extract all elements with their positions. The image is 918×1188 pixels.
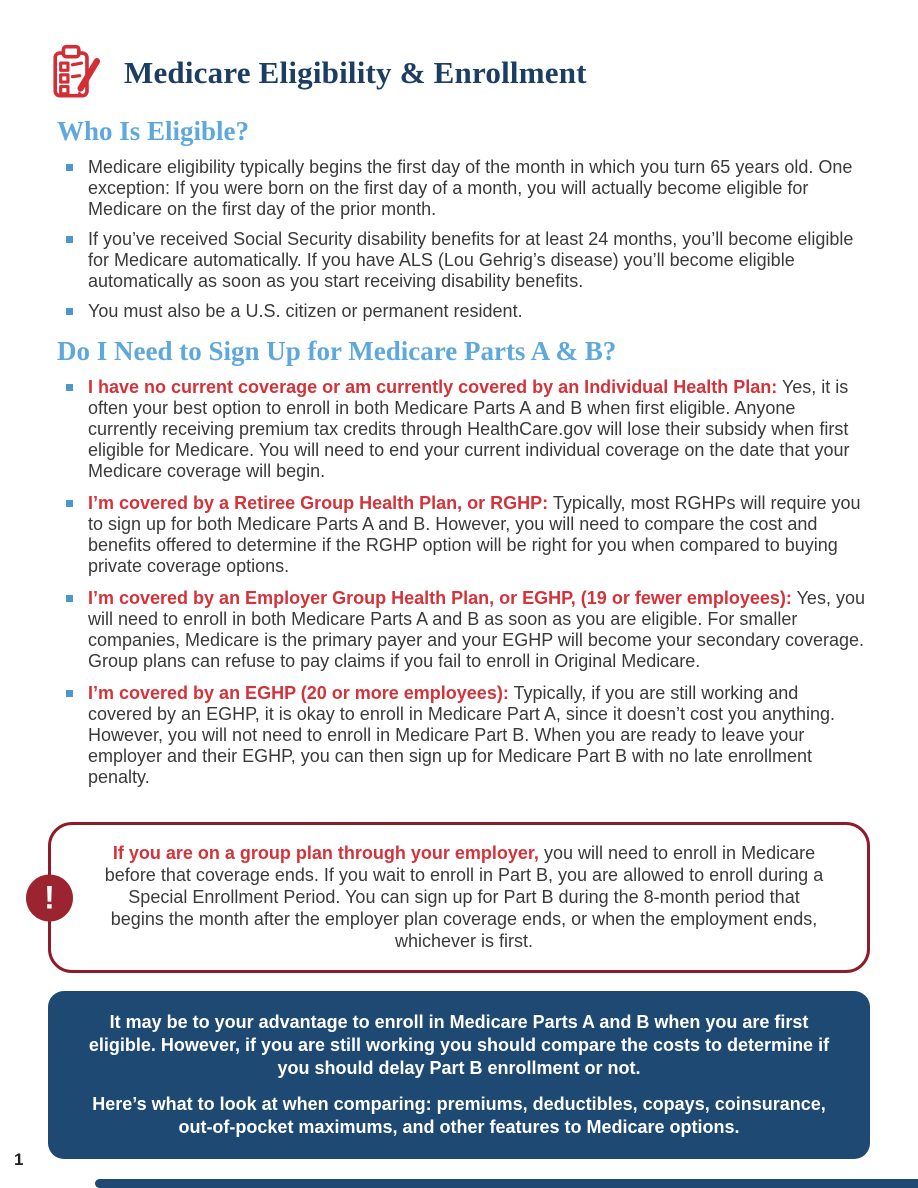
footer-bar [95, 1179, 918, 1188]
list-item [66, 301, 870, 322]
list-item [66, 377, 870, 482]
info-paragraph-2: Here’s what to look at when comparing: premiums, deductibles, copays, coinsurance, out-of-pocket maximums, and other features to Medicare options. [92, 1094, 826, 1137]
alert-text [103, 842, 825, 952]
bullet-square-icon [66, 595, 73, 602]
alert-callout [44, 822, 870, 973]
list-item [66, 493, 870, 577]
exclamation-glyph: ! [44, 879, 55, 916]
list-item-body: Yes, it is often your best option to enroll in both Medicare Parts A and B when first eligible. Anyone currently receiving premium tax credits through HealthCare.gov will lose their subsidy when first eligible for Medicare. You will need to end your current individual coverage on the date that your Medicare coverage will begin. [88, 377, 850, 481]
info-box [48, 991, 870, 1159]
list-item [66, 683, 870, 788]
list-item-body: Yes, you will need to enroll in both Medicare Parts A and B as soon as you are eligible. For smaller companies, Medicare is the primary payer and your EGHP will become your secondary coverage. Group plans can refuse to pay claims if you fail to enroll in Original Medicare. [88, 588, 865, 671]
bullet-square-icon [66, 690, 73, 697]
clipboard-checklist-icon [48, 44, 106, 102]
list-item-text: You must also be a U.S. citizen or permanent resident. [88, 301, 523, 321]
list-item [66, 157, 870, 220]
list-item-lead: I’m covered by a Retiree Group Health Plan, or RGHP: [88, 493, 549, 513]
section-heading-sign-up: Do I Need to Sign Up for Medicare Parts A & B? [57, 336, 617, 366]
bullet-square-icon [66, 384, 73, 391]
list-item-text [88, 683, 866, 788]
list-item-text: If you’ve received Social Security disability benefits for at least 24 months, you’ll become eligible for Medicare automatically. If you have ALS (Lou Gehrig’s disease) you’ll become eligible automatically as soon as you start receiving disability benefits. [88, 229, 854, 291]
section-heading-who-is-eligible: Who Is Eligible? [57, 116, 250, 146]
list-item-lead: I have no current coverage or am currently covered by an Individual Health Plan: [88, 377, 778, 397]
document-header [0, 0, 918, 102]
bullet-square-icon [66, 164, 73, 171]
signup-list [0, 377, 918, 788]
list-item-text [88, 493, 866, 577]
list-item-body: Typically, if you are still working and covered by an EGHP, it is okay to enroll in Medicare Part A, since it doesn’t cost you anything. However, you will not need to enroll in Medicare Part B. When you are ready to leave your employer and their EGHP, you can then sign up for Medicare Part B with no late enrollment penalty. [88, 683, 836, 787]
alert-lead: If you are on a group plan through your employer, [112, 843, 539, 863]
alert-body: you will need to enroll in Medicare before that coverage ends. If you wait to enroll in Part B, you are allowed to enroll during a Special Enrollment Period. You can sign up for Part B during the 8-month period that begins the month after the employer plan coverage ends, or when the employment ends, whichever is first. [104, 843, 824, 951]
bullet-square-icon [66, 308, 73, 315]
page-number: 1 [14, 1150, 24, 1169]
list-item [66, 229, 870, 292]
list-item-body: Typically, most RGHPs will require you to sign up for both Medicare Parts A and B. However, you will need to compare the cost and benefits offered to determine if the RGHP option will be right for you when compared to buying private coverage options. [88, 493, 861, 576]
list-item-text [88, 377, 866, 482]
page-title: Medicare Eligibility & Enrollment [124, 55, 587, 90]
bullet-square-icon [66, 236, 73, 243]
info-paragraph-1: It may be to your advantage to enroll in Medicare Parts A and B when you are first eligible. However, if you are still working you should compare the costs to determine if you should delay Part B enrollment or not. [88, 1012, 830, 1078]
bullet-square-icon [66, 500, 73, 507]
list-item [66, 588, 870, 672]
exclamation-icon [26, 874, 73, 921]
eligibility-list [0, 157, 918, 322]
list-item-text [88, 588, 866, 672]
list-item-lead: I’m covered by an Employer Group Health Plan, or EGHP, (19 or fewer employees): [88, 588, 792, 608]
list-item-text: Medicare eligibility typically begins the first day of the month in which you turn 65 years old. One exception: If you were born on the first day of a month, you will actually become eligible for Medicare on the first day of the prior month. [88, 157, 853, 219]
list-item-lead: I’m covered by an EGHP (20 or more employees): [88, 683, 509, 703]
